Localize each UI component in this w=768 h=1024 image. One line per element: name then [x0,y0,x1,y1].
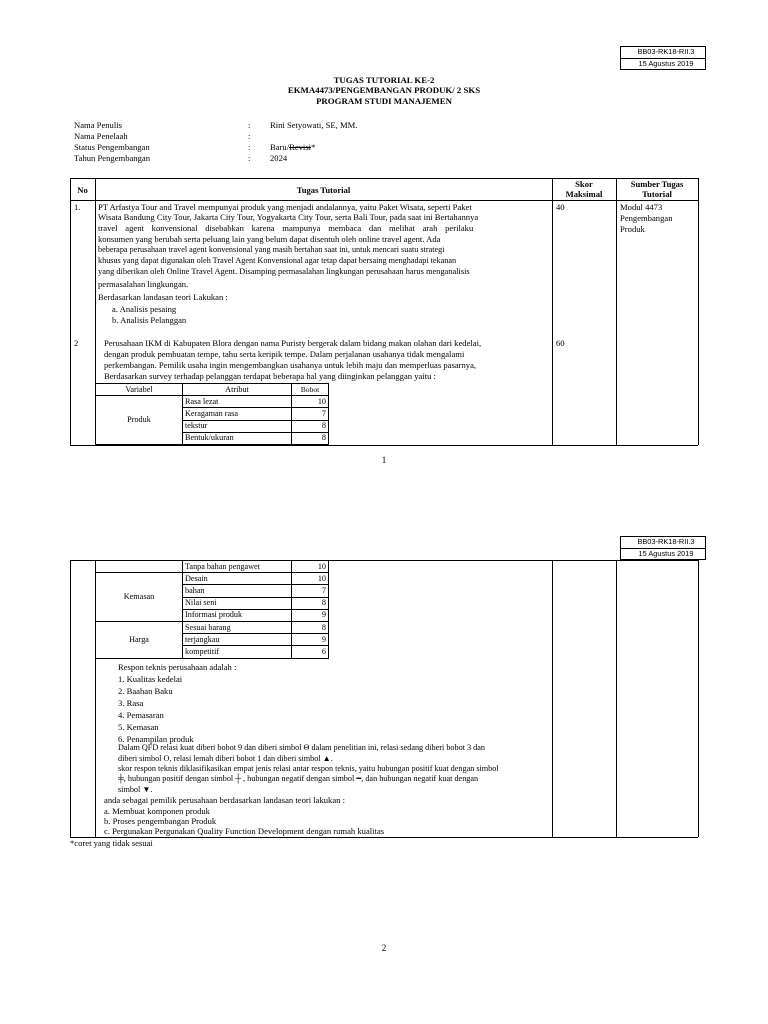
bobot: 9 [292,609,329,621]
bobot: 6 [292,646,329,658]
meta-value: 2024 [270,153,288,163]
task-1-skor: 40 [556,202,565,212]
attribute-table-part-2 [95,560,329,659]
task-1-line: travel agent konvensional disebabkan karena mampunya membaca dan melihat arah perilaku [98,223,474,233]
task-1-number: 1. [74,202,81,212]
header-skor: Skor [575,179,593,189]
struck-text: Revisi [289,142,312,152]
task-2-line: perkembangan. Pemilik usaha ingin mengembangkan usahanya untuk lebih maju dan memperluas pasarnya, [104,360,477,370]
bobot: 10 [292,396,329,408]
page-number-2: 2 [381,943,387,953]
bobot: 8 [292,420,329,432]
respon-item: 5. Kemasan [118,722,159,732]
qfd-line: ╪, hubungan positif dengan simbol ┼ , hubungan negatif dengan simbol ━, dan hubungan negatif kuat dengan [118,774,479,783]
atribut: bahan [183,585,292,597]
meta-value: Rini Setyowati, SE, MM. [270,120,358,130]
task-1-line: permasalahan lingkungan. [98,279,189,289]
task-item: b. Proses pengembangan Produk [104,816,217,826]
page-number-1: 1 [381,455,387,465]
respon-item: 3. Rasa [118,698,144,708]
task-1-sumber: Modul 4473 [620,202,663,212]
title-line-3: PROGRAM STUDI MANAJEMEN [316,96,452,106]
respon-item: 1. Kualitas kedelai [118,674,183,684]
task-item: a. Membuat komponen produk [104,806,210,816]
bobot: 10 [292,561,329,573]
respon-item: 4. Pemasaran [118,710,164,720]
meta-label: Nama Penelaah [74,131,128,141]
meta-value-status: Baru/Revisi* [270,142,316,152]
footnote: *coret yang tidak sesuai [70,838,153,848]
respon-item: 6. Penampilan produk [118,734,194,744]
task-1-line: Wisata Bandung City Tour, Jakarta City Tour, Yogyakarta City Tour, serta Bali Tour, pada saat ini Bertahannya [98,212,479,222]
task-1-line: khusus yang dapat digunakan oleh Travel Agent Konvensional agar tetap dapat bersaing menghadapi tekanan [98,256,457,265]
title-line-2: EKMA4473/PENGEMBANGAN PRODUK/ 2 SKS [287,85,481,95]
qfd-line: diberi simbol O, relasi lemah diberi bobot 1 dan diberi simbol ▲. [118,754,333,763]
task-1-line: konsumen yang berubah serta peluang lain yang belum dapat disentuh oleh online travel agent. Ada [98,234,441,244]
task-2-line: Perusahaan IKM di Kabupaten Blora dengan nama Puristy bergerak dalam bidang makan olahan dari kedelai, [104,338,482,348]
variabel-produk: Produk [96,396,183,445]
header-tugas: Tugas Tutorial [296,185,351,195]
task-1-line: Berdasarkan landasan teori Lakukan : [98,292,228,302]
task-1-item: b. Analisis Pelanggan [112,315,187,325]
atribut: Nilai seni [183,597,292,609]
task-1-line: yang diberikan oleh Online Travel Agent. Disamping permasalahan lingkungan perusahaan harus menganalisis [98,267,470,276]
bobot: 10 [292,573,329,585]
bobot: 9 [292,634,329,646]
meta-colon: : [248,142,251,152]
task-2-skor: 60 [556,338,565,348]
document-date: 15 Agustus 2019 [621,58,706,70]
bobot: 8 [292,597,329,609]
col-atribut: Atribut [183,384,292,396]
task-1-sumber: Produk [620,224,645,234]
header-sumber-2: Tutorial [642,189,672,199]
title-line-1: TUGAS TUTORIAL KE-2 [333,75,435,85]
document-code: BB03-RK18-RII.3 [621,47,706,59]
qfd-line: simbol ▼. [118,785,153,794]
col-variabel: Variabel [96,384,183,396]
task-1-sumber: Pengembangan [620,213,673,223]
respon-item: 2. Baahan Baku [118,686,173,696]
task-1-item: a. Analisis pesaing [112,304,177,314]
bobot: 8 [292,432,329,444]
document-code: BB03-RK18-RII.3 [621,537,706,549]
header-no: No [77,185,88,195]
atribut: terjangkau [183,634,292,646]
atribut: Informasi produk [183,609,292,621]
respon-title: Respon teknis perusahaan adalah : [118,662,237,672]
bobot: 8 [292,621,329,633]
atribut: Rasa lezat [183,396,292,408]
task-1-line: PT Arfastya Tour and Travel mempunyai produk yang menjadi andalannya, yaitu Paket Wisata, seperti Paket [98,202,472,212]
atribut: Tanpa bahan pengawet [183,561,292,573]
document-code-box-2 [620,536,706,560]
bobot: 7 [292,408,329,420]
meta-label: Tahun Pengembangan [74,153,151,163]
atribut: Bentuk/ukuran [183,432,292,444]
atribut: Desain [183,573,292,585]
task-2-line: dengan produk pembuatan tempe, tahu serta keripik tempe. Dalam perjalanan usahanya tidak mengalami [104,349,465,359]
task-item: c. Pergunakan Pergunakan Quality Function Development dengan rumah kualitas [104,826,385,836]
qfd-line: skor respon teknis diklasifikasikan empat jenis relasi antar respon teknis, yaitu hubungan positif kuat dengan simbol [118,764,499,773]
bobot: 7 [292,585,329,597]
meta-label: Nama Penulis [74,120,122,130]
header-sumber: Sumber Tugas [630,179,684,189]
task-2-line: Berdasarkan survey terhadap pelanggan terdapat beberapa hal yang diinginkan pelanggan yaitu : [104,371,436,381]
atribut: Keragaman rasa [183,408,292,420]
meta-label: Status Pengembangan [74,142,150,152]
meta-colon: : [248,131,251,141]
atribut: kompetitif [183,646,292,658]
header-skor-2: Maksimal [565,189,603,199]
document-code-box [620,46,706,70]
atribut: tekstur [183,420,292,432]
atribut: Sesuai barang [183,621,292,633]
qfd-line: Dalam QFD relasi kuat diberi bobot 9 dan diberi simbol Θ dalam penelitian ini, relasi sedang diberi bobot 3 dan [118,743,485,752]
task-1-line: beberapa perusahaan travel agent konvensional yang masih bertahan saat ini, untuk mencari suatu strategi [98,245,445,254]
closing-line: anda sebagai pemilik perusahaan berdasarkan landasan teori lakukan : [104,795,346,805]
meta-colon: : [248,153,251,163]
task-2-number: 2 [74,338,79,348]
variabel-harga: Harga [96,621,183,658]
col-bobot: Bobot [292,384,329,396]
variabel-kemasan: Kemasan [96,573,183,622]
attribute-table-part-1 [95,383,329,445]
meta-colon: : [248,120,251,130]
document-date: 15 Agustus 2019 [621,548,706,560]
